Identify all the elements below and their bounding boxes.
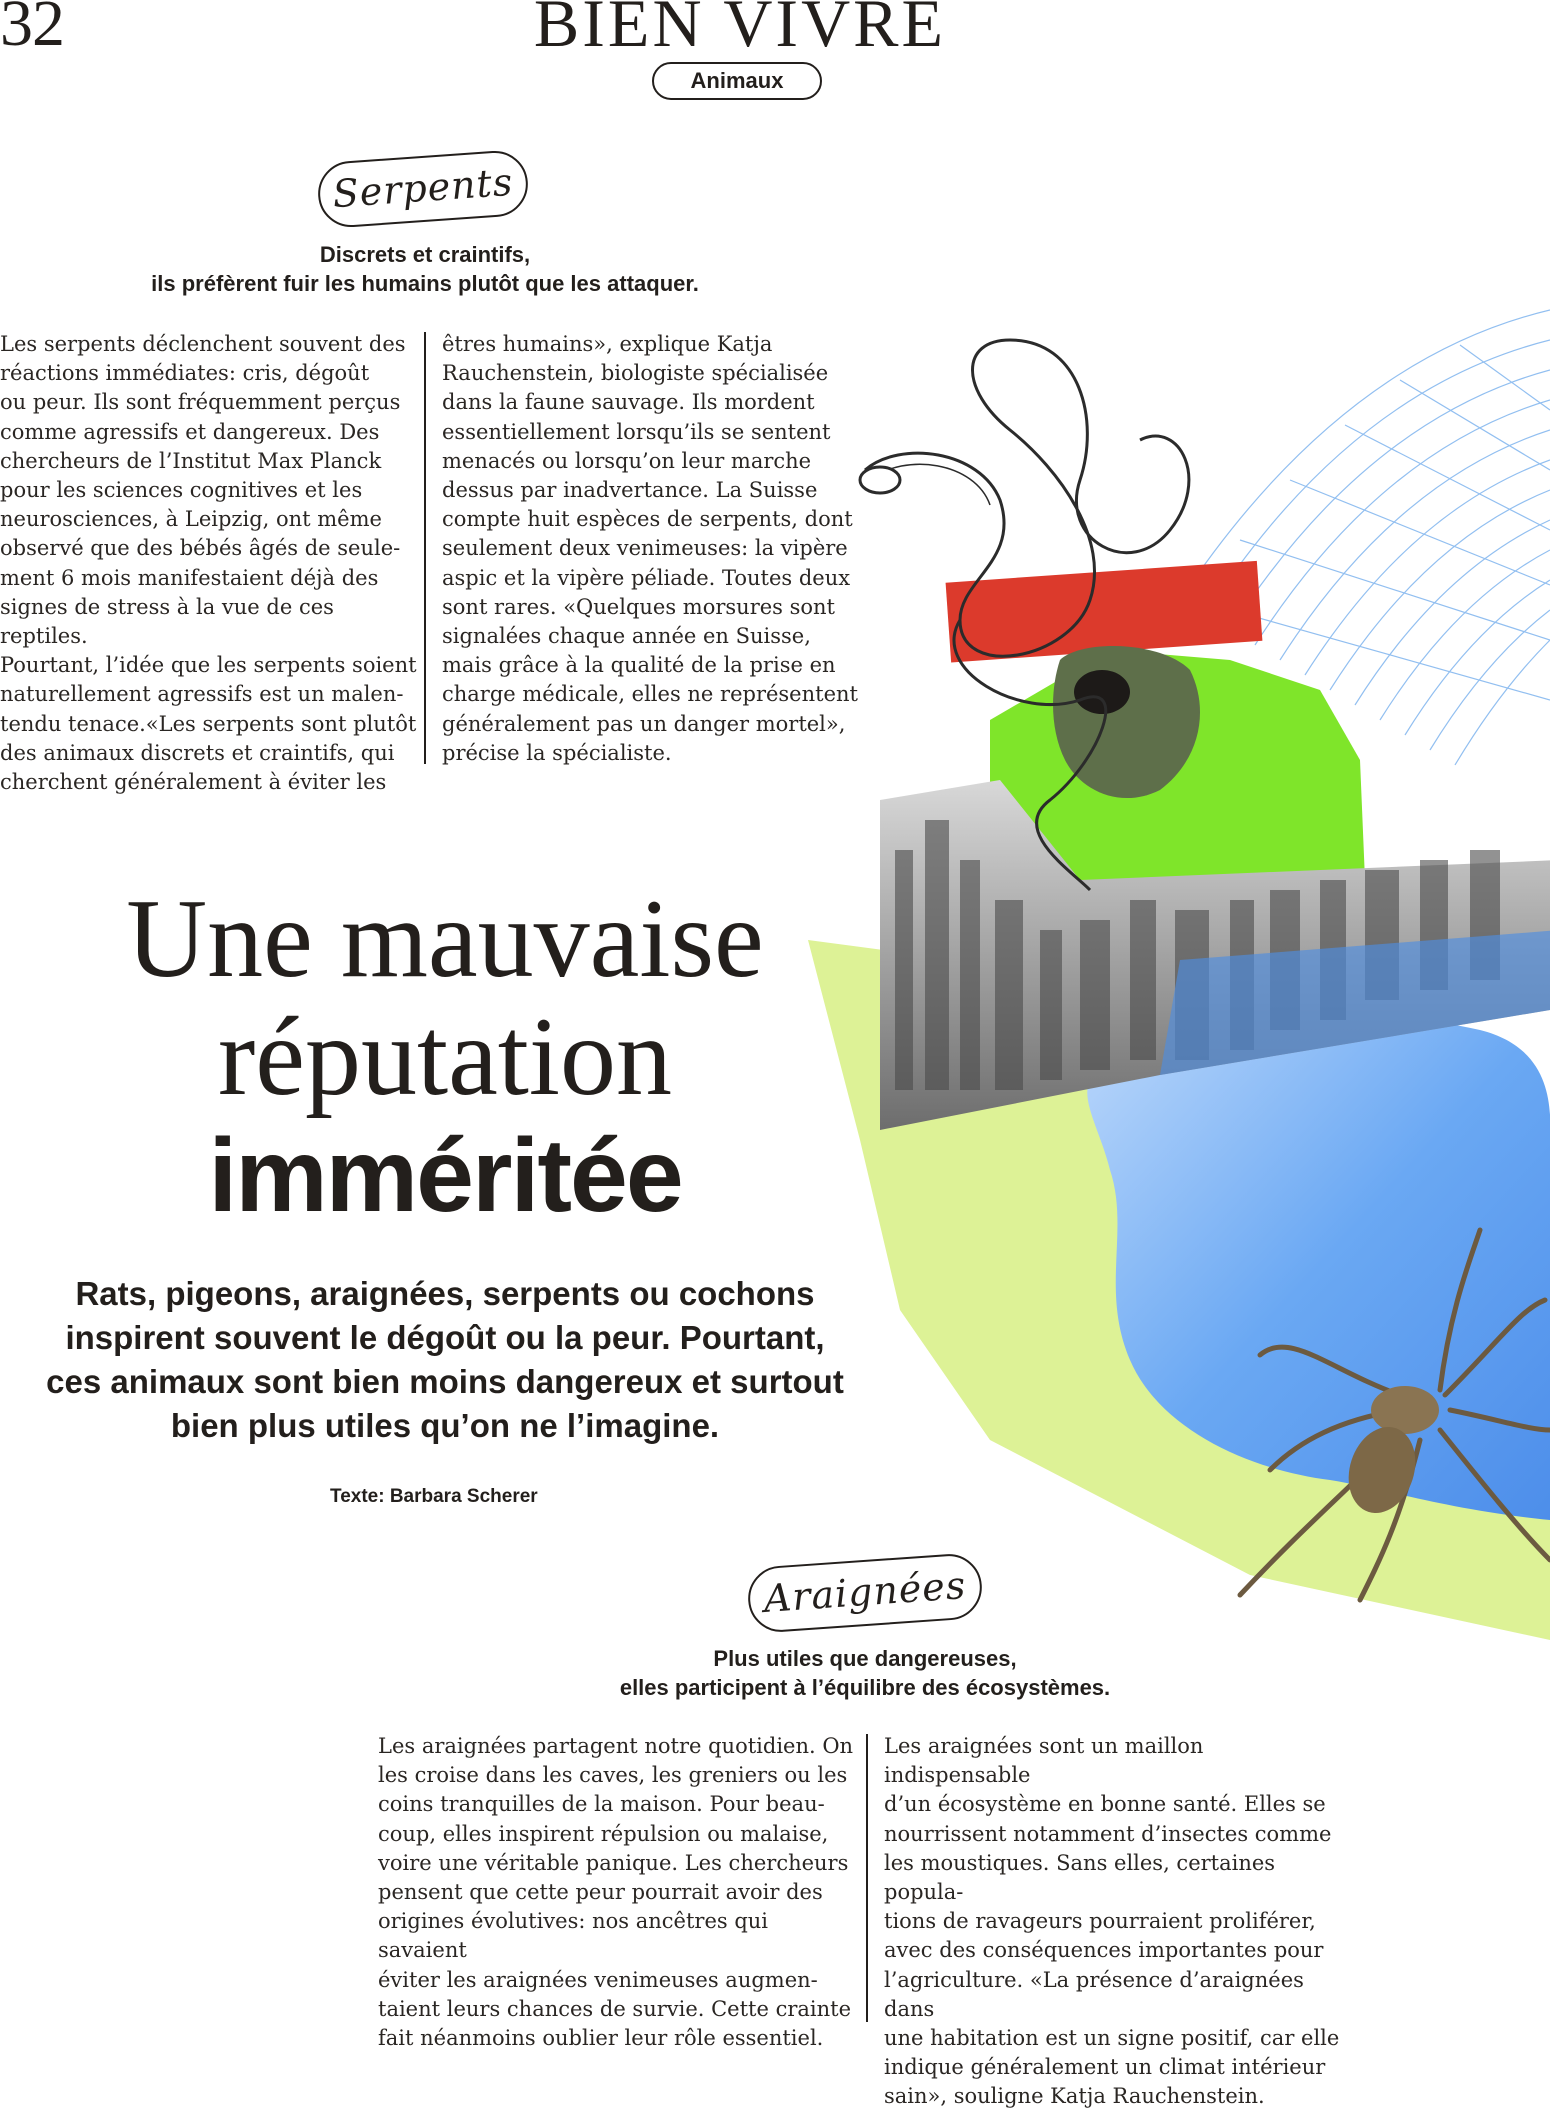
section-title: BIEN VIVRE [533, 0, 947, 61]
headline-line3: imméritée [208, 1118, 682, 1234]
text-line: cherchent généralement à éviter les [0, 770, 387, 795]
headline [0, 877, 890, 1236]
text-line: dessus par inadvertance. La Suisse [442, 478, 818, 503]
text-line: signalées chaque année en Suisse, [442, 624, 811, 649]
text-line: essentiellement lorsqu’ils se sentent [442, 419, 831, 444]
text-line: sont rares. «Quelques morsures sont [442, 594, 835, 619]
text-line: coins tranquilles de la maison. Pour beau- [378, 1792, 825, 1817]
spider-body [1371, 1386, 1439, 1434]
text-line: compte huit espèces de serpents, dont [442, 507, 853, 532]
snakes-subhead-line2: ils préfèrent fuir les humains plutôt que les attaquer. [151, 271, 699, 296]
text-line: réactions immédiates: cris, dégoût [0, 361, 370, 386]
text-line: tendu tenace.«Les serpents sont plutôt [0, 711, 417, 736]
text-line: menacés ou lorsqu’on leur marche [442, 448, 812, 473]
column-divider [866, 1734, 868, 2022]
standfirst [0, 1272, 890, 1448]
category-pill: Animaux [652, 62, 822, 100]
spiders-column-2 [884, 1732, 1354, 2112]
spiders-column-1 [378, 1732, 858, 2053]
text-line: les croise dans les caves, les greniers ou les [378, 1763, 848, 1788]
text-line: dans la faune sauvage. Ils mordent [442, 390, 815, 415]
headline-line1: Une mauvaise [126, 877, 764, 1001]
text-line: tions de ravageurs pourraient proliférer, [884, 1909, 1316, 1934]
snakes-subhead [60, 240, 790, 298]
text-line: éviter les araignées venimeuses augmen- [378, 1967, 818, 1992]
text-line: chercheurs de l’Institut Max Planck [0, 448, 382, 473]
text-line: mais grâce à la qualité de la prise en [442, 653, 836, 678]
text-line: observé que des bébés âgés de seule- [0, 536, 401, 561]
text-line: ou peur. Ils sont fréquemment perçus [0, 390, 401, 415]
text-line: nourrissent notamment d’insectes comme [884, 1821, 1332, 1846]
headline-line2: réputation [217, 995, 673, 1119]
text-line: des animaux discrets et craintifs, qui [0, 740, 395, 765]
snakes-subhead-line1: Discrets et craintifs, [319, 242, 531, 267]
text-line: indique généralement un climat intérieur [884, 2055, 1326, 2080]
text-line: Les serpents déclenchent souvent des [0, 332, 406, 356]
text-line: origines évolutives: nos ancêtres qui savaient [378, 1909, 769, 1963]
text-line: avec des conséquences importantes pour [884, 1938, 1324, 1963]
text-line: neurosciences, à Leipzig, ont même [0, 507, 382, 532]
text-line: charge médicale, elles ne représentent [442, 682, 858, 707]
text-line: coup, elles inspirent répulsion ou malaise, [378, 1821, 829, 1846]
column-divider [424, 332, 426, 764]
snakes-column-2 [442, 330, 872, 768]
byline: Texte: Barbara Scherer [330, 1486, 538, 1507]
text-line: Rauchenstein, biologiste spécialisée [442, 361, 829, 386]
mouth [1074, 670, 1130, 714]
text-line: signes de stress à la vue de ces reptiles. [0, 594, 334, 649]
standfirst-line: bien plus utiles qu’on ne l’imagine. [170, 1407, 720, 1444]
text-line: seulement deux venimeuses: la vipère [442, 536, 848, 561]
text-line: généralement pas un danger mortel», [442, 711, 846, 736]
text-line: Pourtant, l’idée que les serpents soient [0, 653, 417, 678]
text-line: pensent que cette peur pourrait avoir des [378, 1880, 823, 1905]
spiders-subhead [480, 1644, 1250, 1702]
standfirst-line: inspirent souvent le dégoût ou la peur. Pourtant, [65, 1319, 825, 1356]
text-line: les moustiques. Sans elles, certaines popula- [884, 1850, 1276, 1905]
text-line: une habitation est un signe positif, car elle [884, 2026, 1340, 2051]
spiders-label-pill: Araignées [746, 1552, 984, 1634]
text-line: pour les sciences cognitives et les [0, 478, 363, 503]
standfirst-line: ces animaux sont bien moins dangereux et surtout [46, 1363, 844, 1400]
spiders-subhead-line2: elles participent à l’équilibre des écosystèmes. [619, 1675, 1111, 1700]
text-line: êtres humains», explique Katja [442, 332, 773, 356]
text-line: l’agriculture. «La présence d’araignées dans [884, 1967, 1304, 2021]
text-line: taient leurs chances de survie. Cette crainte [378, 1996, 852, 2021]
page-number: 32 [0, 0, 64, 60]
text-line: ment 6 mois manifestaient déjà des [0, 565, 379, 590]
spiders-subhead-line1: Plus utiles que dangereuses, [713, 1646, 1017, 1671]
text-line: comme agressifs et dangereux. Des [0, 419, 380, 444]
text-line: sain», souligne Katja Rauchenstein. [884, 2084, 1265, 2109]
text-line: aspic et la vipère péliade. Toutes deux [442, 565, 851, 590]
text-line: fait néanmoins oublier leur rôle essentiel. [378, 2026, 824, 2051]
standfirst-line: Rats, pigeons, araignées, serpents ou cochons [75, 1275, 815, 1312]
snakes-column-1 [0, 330, 420, 797]
text-line: précise la spécialiste. [442, 740, 672, 765]
text-line: voire une véritable panique. Les chercheurs [378, 1850, 849, 1875]
text-line: Les araignées partagent notre quotidien. On [378, 1734, 854, 1758]
text-line: d’un écosystème en bonne santé. Elles se [884, 1792, 1326, 1817]
snakes-label-pill: Serpents [316, 149, 530, 229]
text-line: Les araignées sont un maillon indispensable [884, 1734, 1204, 1788]
text-line: naturellement agressifs est un malen- [0, 682, 404, 707]
